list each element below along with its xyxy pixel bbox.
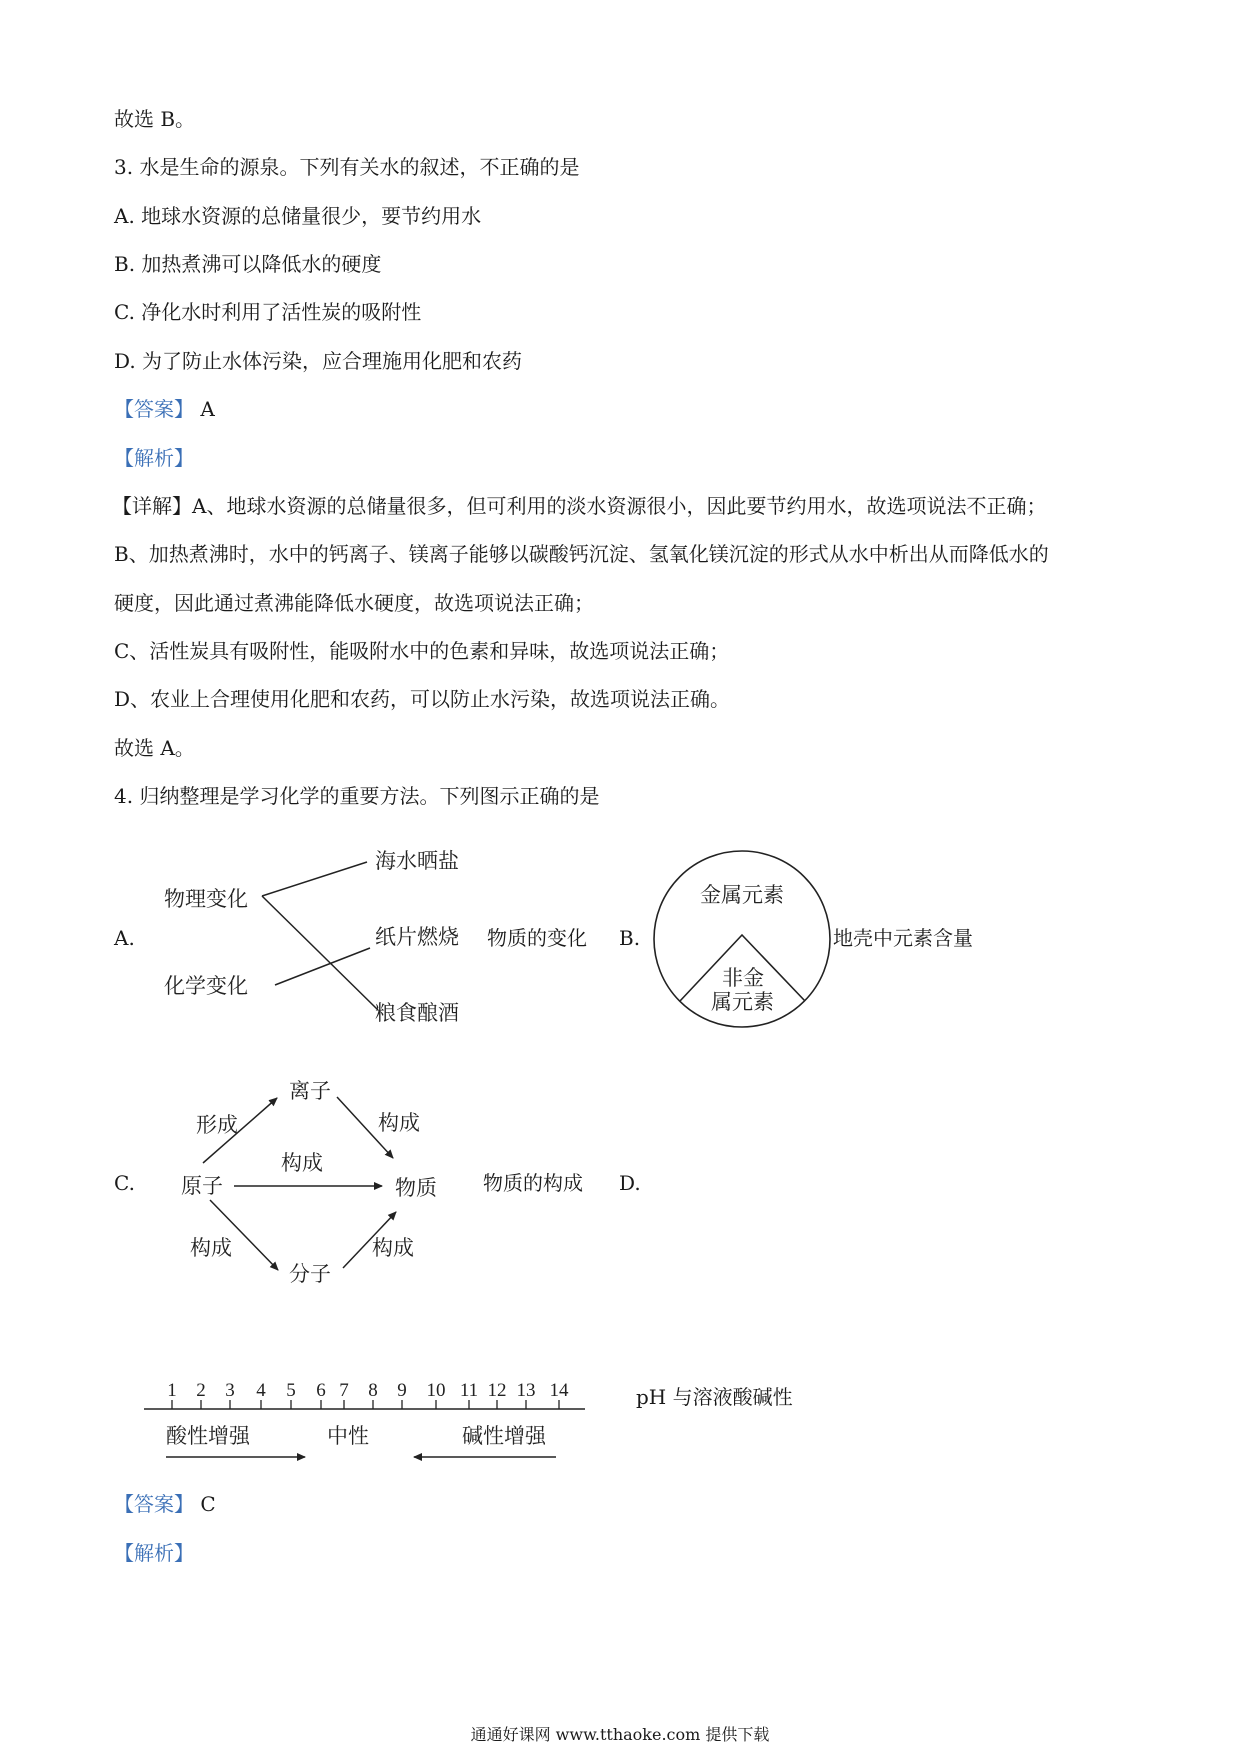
item-paper-burning: 纸片燃烧 (375, 925, 459, 949)
item-sea-salt: 海水晒盐 (375, 849, 459, 873)
nonmetal-label-1: 非金 (722, 966, 764, 990)
diagram-d-label: D. (619, 1171, 641, 1195)
option-a: A. 地球水资源的总储量很少，要节约用水 (114, 204, 482, 228)
item-brewing: 粮食酿酒 (375, 1001, 459, 1025)
diagram-c-label: C. (114, 1171, 135, 1195)
ph-tick-label: 2 (196, 1380, 206, 1401)
ph-tick-label: 4 (256, 1380, 266, 1401)
detail-line-4: C、活性炭具有吸附性，能吸附水中的色素和异味，故选项说法正确； (114, 639, 730, 663)
ph-tick-label: 7 (339, 1380, 349, 1401)
ph-tick-label: 12 (487, 1380, 507, 1401)
analysis-tag: 【解析】 (114, 1541, 194, 1565)
ph-ticks (167, 1380, 569, 1409)
ph-tick-label: 11 (459, 1380, 479, 1401)
compose-label-molecule: 构成 (190, 1236, 232, 1260)
detail-line-3: 硬度，因此通过煮沸能降低水硬度，故选项说法正确； (114, 591, 594, 615)
compose-label-to-substance: 构成 (372, 1236, 414, 1260)
answer-value: A (200, 397, 215, 421)
question-3: 3. 水是生命的源泉。下列有关水的叙述，不正确的是 (114, 155, 580, 179)
ph-tick-label: 3 (225, 1380, 235, 1401)
detail-text: A、地球水资源的总储量很多，但可利用的淡水资源很小，因此要节约用水，故选项说法不正确； (192, 494, 1047, 518)
analysis-tag: 【解析】 (114, 446, 194, 470)
atom-label: 原子 (181, 1174, 223, 1198)
detail-tag: 【详解】 (112, 494, 192, 518)
compose-label-atom: 构成 (281, 1151, 323, 1175)
option-b: B. 加热煮沸可以降低水的硬度 (114, 252, 382, 276)
acid-increase-label: 酸性增强 (166, 1424, 250, 1448)
ph-tick-label: 5 (286, 1380, 296, 1401)
metal-element-label: 金属元素 (700, 883, 784, 907)
option-c: C. 净化水时利用了活性炭的吸附性 (114, 300, 422, 324)
answer-value: C (200, 1492, 216, 1516)
detail-line-5: D、农业上合理使用化肥和农药，可以防止水污染，故选项说法正确。 (114, 687, 731, 711)
answer-tag: 【答案】 (114, 1492, 194, 1516)
nonmetal-label-2: 属元素 (711, 990, 774, 1014)
compose-label-ion: 构成 (378, 1111, 420, 1135)
diagram-b-label: B. (619, 926, 641, 950)
ph-tick-label: 10 (426, 1380, 446, 1401)
diagram-a-caption: 物质的变化 (487, 926, 587, 950)
answer-4 (114, 1491, 216, 1517)
neutral-label: 中性 (327, 1424, 369, 1448)
ph-tick-label: 9 (397, 1380, 407, 1401)
molecule-label: 分子 (289, 1262, 331, 1286)
base-increase-label: 碱性增强 (462, 1424, 546, 1448)
detail-line-2: B、加热煮沸时，水中的钙离子、镁离子能够以碳酸钙沉淀、氢氧化镁沉淀的形式从水中析出从而降低水的 (114, 542, 1049, 566)
chemical-change-label: 化学变化 (164, 974, 248, 998)
page-footer: 通通好课网 www.tthaoke.com 提供下载 (470, 1725, 770, 1744)
physical-change-label: 物理变化 (164, 887, 248, 911)
ph-tick-label: 14 (549, 1380, 569, 1401)
option-d: D. 为了防止水体污染，应合理施用化肥和农药 (114, 349, 523, 373)
diagram-d-caption: pH 与溶液酸碱性 (636, 1385, 793, 1409)
ph-tick-label: 1 (167, 1380, 177, 1401)
ph-tick-label: 13 (516, 1380, 536, 1401)
diagram-b-caption: 地壳中元素含量 (833, 926, 973, 950)
text-line: 故选 A。 (114, 736, 195, 760)
answer-tag: 【答案】 (114, 397, 194, 421)
diagram-c-caption: 物质的构成 (483, 1171, 583, 1195)
diagram-a-label: A. (114, 926, 135, 950)
ph-tick-label: 8 (368, 1380, 378, 1401)
ph-tick-label: 6 (316, 1380, 326, 1401)
form-label: 形成 (196, 1113, 238, 1137)
ion-label: 离子 (289, 1079, 331, 1103)
question-4: 4. 归纳整理是学习化学的重要方法。下列图示正确的是 (114, 784, 600, 808)
substance-label: 物质 (395, 1176, 437, 1200)
text-line: 故选 B。 (114, 107, 196, 131)
